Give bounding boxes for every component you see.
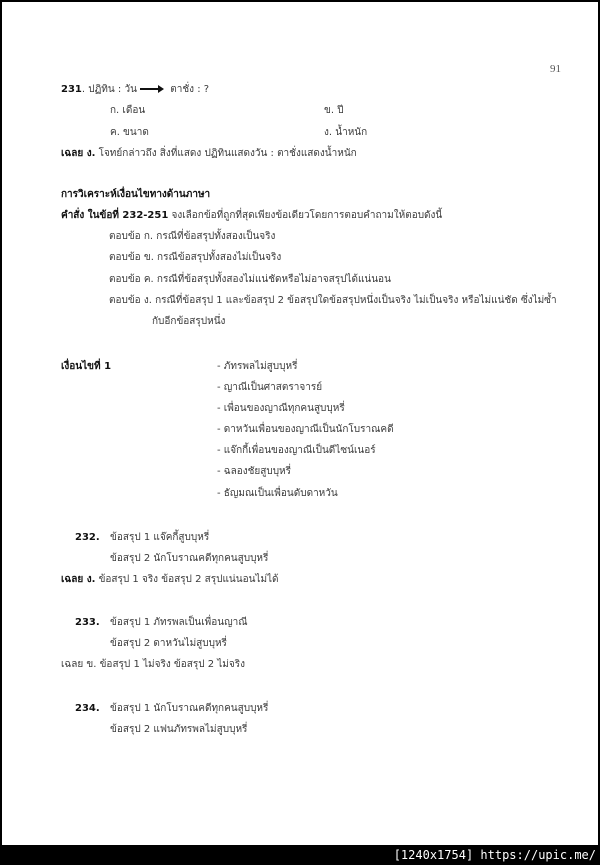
image-size-watermark: [1240x1754] https://upic.me/	[0, 845, 600, 865]
arrow-right-icon	[140, 88, 160, 90]
answer-text: ข้อสรุป 1 จริง ข้อสรุป 2 สรุปแน่นอนไม่ได้	[95, 574, 279, 585]
condition-item: - เพื่อนของญาณีทุกคนสูบบุหรี่	[217, 403, 345, 414]
condition-item: - ฉลองชัยสูบบุหรี่	[217, 466, 292, 477]
condition-item: - แจ๊กกี้เพื่อนของญาณีเป็นดีไซน์เนอร์	[217, 445, 376, 456]
question-number: 234.	[75, 703, 100, 714]
q231-option-d: ง. น้ำหนัก	[324, 127, 368, 138]
q231-option-c: ค. ขนาด	[110, 127, 149, 138]
section-title: การวิเคราะห์เงื่อนไขทางด้านภาษา	[61, 189, 211, 200]
instruction-label: คำสั่ง ในข้อที่ 232-251	[61, 210, 169, 221]
condition-item: - ภัทรพลไม่สูบบุหรี่	[217, 361, 298, 372]
question-answer	[61, 658, 245, 672]
q231-number: 231	[61, 84, 82, 95]
rule-c: ตอบข้อ ค. กรณีที่ข้อสรุปทั้งสองไม่แน่ชัดหรือไม่อาจสรุปได้แน่นอน	[109, 274, 391, 285]
rule-d-continuation: กับอีกข้อสรุปหนึ่ง	[152, 316, 226, 327]
conclusion-2: ข้อสรุป 2 แฟนภัทรพลไม่สูบบุหรี่	[110, 724, 248, 735]
q231-prompt-left: . ปฏิทิน : วัน	[81, 84, 137, 95]
question-answer	[61, 573, 279, 587]
q231-prompt-right: ตาชั่ง : ?	[170, 84, 210, 95]
condition-item: - ธัญมณเป็นเพื่อนดับดาหวัน	[217, 488, 338, 499]
rule-d: ตอบข้อ ง. กรณีที่ข้อสรุป 1 และข้อสรุป 2 ข้อสรุปใดข้อสรุปหนึ่งเป็นจริง ไม่เป็นจริง หรือไม่แน่ชัด ซึ่งไม่ซ้ำ	[109, 295, 557, 306]
q231-option-a: ก. เดือน	[110, 105, 146, 116]
page-number: 91	[550, 63, 561, 75]
answer-label: เฉลย ง.	[61, 574, 96, 585]
conclusion-1: ข้อสรุป 1 แจ๊คกี้สูบบุหรี่	[110, 532, 210, 543]
answer-label: เฉลย ข.	[61, 659, 97, 670]
instruction-text: จงเลือกข้อที่ถูกที่สุดเพียงข้อเดียวโดยการตอบคำถามให้ตอบดังนี้	[168, 210, 443, 221]
answer-label: เฉลย ง.	[61, 148, 96, 159]
question-number: 232.	[75, 532, 100, 543]
conclusion-1: ข้อสรุป 1 นักโบราณคดีทุกคนสูบบุหรี่	[110, 703, 269, 714]
answer-text: ข้อสรุป 1 ไม่จริง ข้อสรุป 2 ไม่จริง	[96, 659, 246, 670]
conclusion-2: ข้อสรุป 2 นักโบราณคดีทุกคนสูบบุหรี่	[110, 553, 269, 564]
rule-a: ตอบข้อ ก. กรณีที่ข้อสรุปทั้งสองเป็นจริง	[109, 231, 276, 242]
rule-b: ตอบข้อ ข. กรณีข้อสรุปทั้งสองไม่เป็นจริง	[109, 252, 282, 263]
q231-option-b: ข. ปี	[324, 105, 344, 116]
question-number: 233.	[75, 617, 100, 628]
condition-label: เงื่อนไขที่ 1	[61, 361, 112, 372]
answer-text: โจทย์กล่าวถึง สิ่งที่แสดง ปฏิทินแสดงวัน : ตาชั่งแสดงน้ำหนัก	[98, 148, 357, 159]
conclusion-1: ข้อสรุป 1 ภัทรพลเป็นเพื่อนญาณี	[110, 617, 248, 628]
conclusion-2: ข้อสรุป 2 ดาหวันไม่สูบบุหรี่	[110, 638, 227, 649]
q231-answer	[61, 147, 357, 161]
document-page	[2, 2, 598, 845]
q231-prompt	[61, 83, 209, 97]
instruction	[61, 209, 442, 223]
condition-item: - ญาณีเป็นศาสตราจารย์	[217, 382, 323, 393]
condition-item: - ดาหวันเพื่อนของญาณีเป็นนักโบราณคดี	[217, 424, 394, 435]
